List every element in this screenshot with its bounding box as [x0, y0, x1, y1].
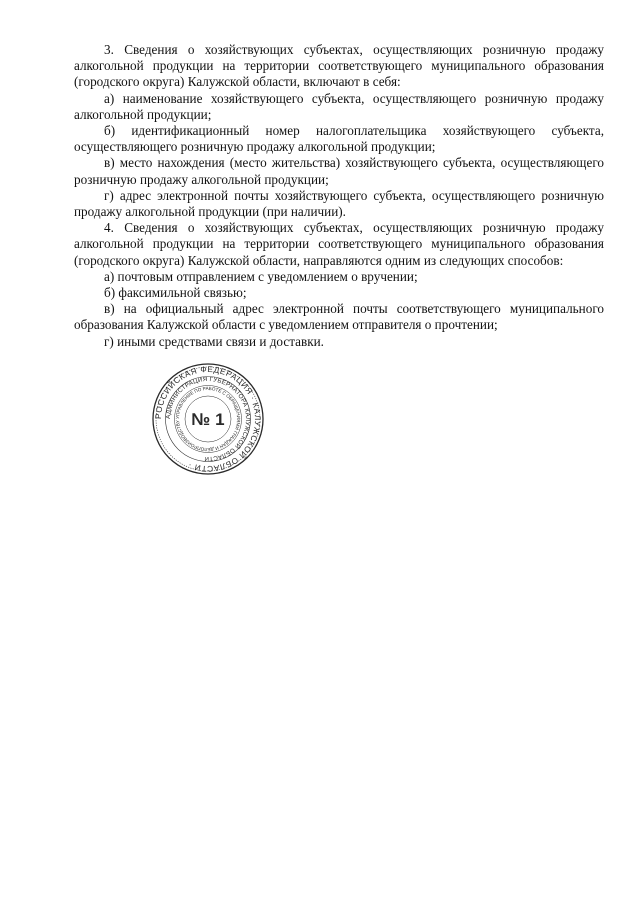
- seal-middle-text: АДМИНИСТРАЦИЯ ГУБЕРНАТОРА КАЛУЖСКОЙ ОБЛАСТИ: [164, 375, 252, 463]
- seal-inner-text: УПРАВЛЕНИЕ ПО РАБОТЕ С ОБРАЩЕНИЯМИ ГРАЖДАН И ДЕЛОПРОИЗВОДСТВУ: [174, 385, 242, 453]
- seal-center-number: № 1: [191, 410, 225, 429]
- paragraph-3c: в) место нахождения (место жительства) хозяйствующего субъекта, осуществляющего розничную продажу алкогольной продукции;: [74, 155, 604, 187]
- document-body: [74, 42, 604, 350]
- paragraph-4: 4. Сведения о хозяйствующих субъектах, осуществляющих розничную продажу алкогольной продукции на территории соответствующего муниципального образования (городского округа) Калужской области, направляются одним из следующих способов:: [74, 220, 604, 268]
- paragraph-3: 3. Сведения о хозяйствующих субъектах, осуществляющих розничную продажу алкогольной продукции на территории соответствующего муниципального образования (городского округа) Калужской области, включают в себя:: [74, 42, 604, 90]
- paragraph-3b: б) идентификационный номер налогоплательщика хозяйствующего субъекта, осуществляющего розничную продажу алкогольной продукции;: [74, 123, 604, 155]
- official-seal: [138, 361, 278, 477]
- paragraph-4c: в) на официальный адрес электронной почты соответствующего муниципального образования Калужской области с уведомлением отправителя о прочтении;: [74, 301, 604, 333]
- paragraph-4a: а) почтовым отправлением с уведомлением о вручении;: [104, 268, 418, 284]
- paragraph-4b: б) факсимильной связью;: [104, 285, 247, 301]
- paragraph-3a: а) наименование хозяйствующего субъекта, осуществляющего розничную продажу алкогольной продукции;: [74, 90, 604, 122]
- seal-outer-text: РОССИЙСКАЯ ФЕДЕРАЦИЯ · КАЛУЖСКОЙ ОБЛАСТИ ·: [153, 364, 263, 474]
- paragraph-3d: г) адрес электронной почты хозяйствующего субъекта, осуществляющего розничную продажу алкогольной продукции (при наличии).: [74, 187, 604, 220]
- paragraph-4d: г) иными средствами связи и доставки.: [104, 333, 324, 349]
